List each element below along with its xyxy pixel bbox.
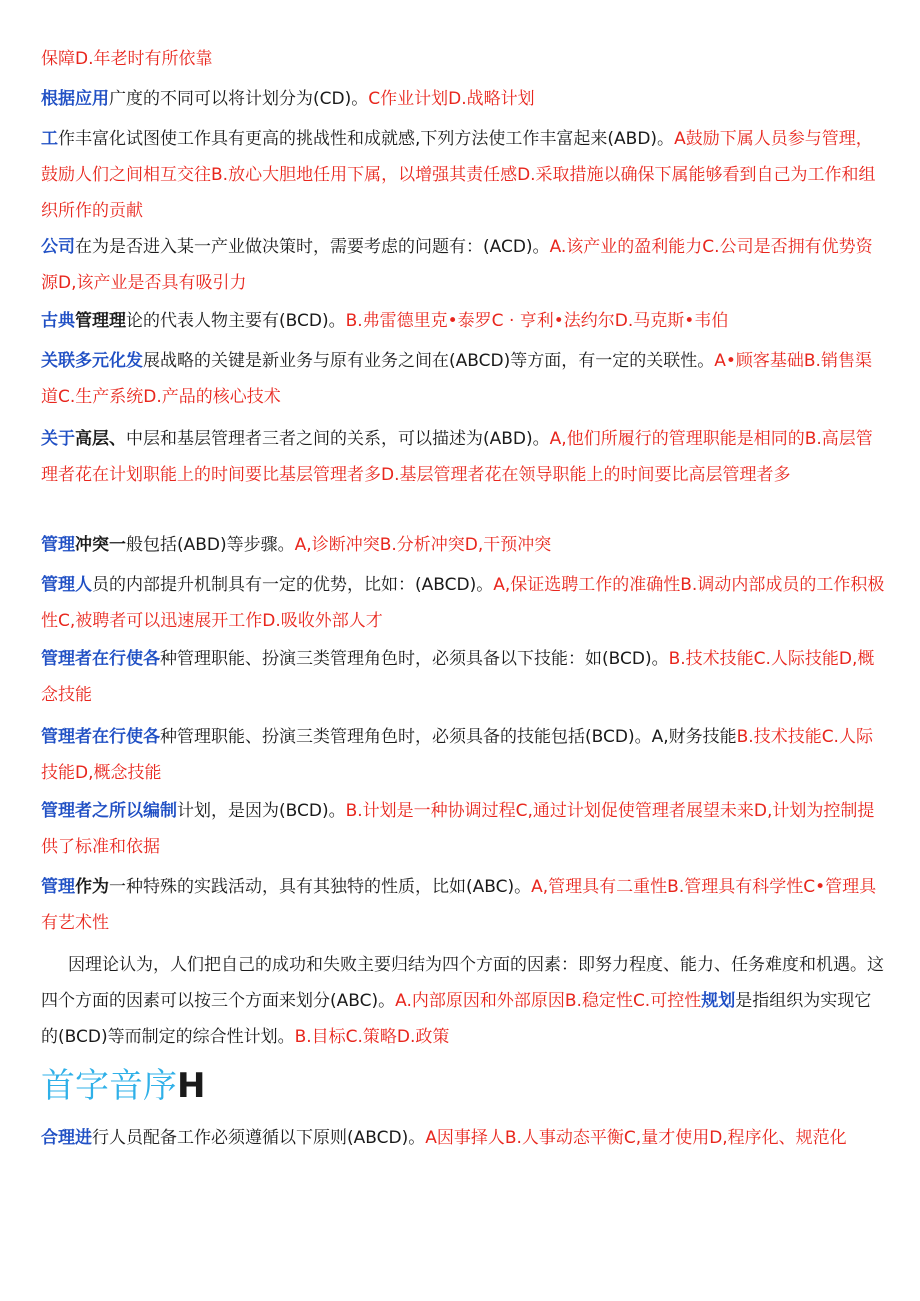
section-heading-main: 首字音序 [41, 1066, 177, 1106]
keyword: 根据应用 [41, 89, 109, 109]
keyword-dark: 高层、 [75, 429, 126, 449]
question-text: 论的代表人物主要有(BCD)。 [126, 311, 346, 331]
keyword: 工 [41, 129, 58, 149]
question-text: 员的内部提升机制具有一定的优势，比如：(ABCD)。 [92, 575, 494, 595]
paragraph-industry-entry [41, 229, 887, 301]
answer-text: A鼓励下属人员参与管理，鼓励人们之间相互交往B.放心大胆地任用下属，以增强其责任感D.采取措施以确保下属能够看到自己为工作和组织所作的贡献 [41, 129, 876, 221]
question-text: 作丰富化试图使工作具有更高的挑战性和成就感,下列方法使工作丰富起来(ABD)。 [58, 129, 675, 149]
paragraph-related-diversification [41, 343, 887, 415]
answer-text: A,诊断冲突B.分析冲突D,干预冲突 [294, 535, 552, 555]
question-text: 广度的不同可以将计划分为(CD)。 [109, 89, 369, 109]
question-text: 展战略的关键是新业务与原有业务之间在(ABCD)等方面，有一定的关联性。 [143, 351, 715, 371]
paragraph-internal-promotion [41, 567, 887, 639]
question-text: 因理论认为，人们把自己的成功和失败主要归结为四个方面的因素：即努力程度、能力、任务难度和机遇。这四个方面的因素可以按三个方面来划分(ABC)。 [41, 955, 884, 1011]
keyword: 管理者之所以编制 [41, 801, 177, 821]
question-text: 种管理职能、扮演三类管理角色时，必须具备的技能包括(BCD)。A,财务技能 [160, 727, 737, 747]
keyword: 管理 [41, 535, 75, 555]
paragraph-continuation [41, 41, 887, 78]
answer-text: A.内部原因和外部原因B.稳定性C.可控性 [395, 991, 702, 1011]
answer-text: B.技术技能C.人际技能D,概念技能 [41, 727, 873, 783]
question-text: 在为是否进入某一产业做决策时，需要考虑的问题有：(ACD)。 [75, 237, 550, 257]
paragraph-manager-levels [41, 421, 887, 493]
answer-text: A,管理具有二重性B.管理具有科学性C•管理具有艺术性 [41, 877, 877, 933]
keyword: 管理者在行使各 [41, 649, 160, 669]
question-text: 中层和基层管理者三者之间的关系，可以描述为(ABD)。 [126, 429, 550, 449]
answer-text: C作业计划D.战略计划 [368, 89, 535, 109]
keyword: 关联多元化发 [41, 351, 143, 371]
answer-text: B.弗雷德里克•泰罗C · 亨利•法约尔D.马克斯•韦伯 [345, 311, 729, 331]
answer-text: A因事择人B.人事动态平衡C,量才使用D,程序化、规范化 [425, 1128, 847, 1148]
keyword-dark: 作为 [75, 877, 109, 897]
keyword: 规划 [701, 991, 736, 1011]
paragraph-manager-skills-1 [41, 641, 887, 713]
answer-text: A,保证选聘工作的准确性B.调动内部成员的工作积极性C,被聘者可以迅速展开工作D.吸收外部人才 [41, 575, 885, 631]
paragraph-management-nature [41, 869, 887, 941]
paragraph-conflict-management [41, 527, 887, 564]
question-text: 般包括(ABD)等步骤。 [126, 535, 295, 555]
answer-text: B.技术技能C.人际技能D,概念技能 [41, 649, 875, 705]
answer-text: A.该产业的盈利能力C.公司是否拥有优势资源D,该产业是否具有吸引力 [41, 237, 873, 293]
keyword: 古典 [41, 311, 75, 331]
paragraph-manager-skills-2 [41, 719, 887, 791]
answer-text-2: B.目标C.策略D.政策 [294, 1027, 450, 1047]
keyword: 关于 [41, 429, 75, 449]
question-text-2: 是指组织为实现它的(BCD)等而制定的综合性计划。 [41, 991, 872, 1047]
question-text: 计划，是因为(BCD)。 [177, 801, 346, 821]
question-text: 种管理职能、扮演三类管理角色时，必须具备以下技能：如(BCD)。 [160, 649, 669, 669]
paragraph-job-enrichment [41, 121, 887, 229]
paragraph-attribution-and-planning [41, 947, 887, 1055]
answer-text: A,他们所履行的管理职能是相同的B.高层管理者花在计划职能上的时间要比基层管理者多D.基层管理者花在领导职能上的时间要比高层管理者多 [41, 429, 873, 485]
paragraph-plan-scope [41, 81, 887, 118]
keyword-dark: 冲突一 [75, 535, 126, 555]
answer-text: B.计划是一种协调过程C,通过计划促使管理者展望未来D,计划为控制提供了标准和依据 [41, 801, 875, 857]
section-heading [41, 1062, 205, 1110]
keyword: 管理人 [41, 575, 92, 595]
keyword-dark: 管理理 [75, 311, 126, 331]
keyword: 公司 [41, 237, 75, 257]
question-text: 一种特殊的实践活动，具有其独特的性质，比如(ABC)。 [109, 877, 532, 897]
keyword: 合理进 [41, 1128, 92, 1148]
paragraph-classical-management [41, 303, 887, 340]
section-heading-letter: H [177, 1066, 206, 1106]
answer-text: A•顾客基础B.销售渠道C.生产系统D.产品的核心技术 [41, 351, 872, 407]
question-text: 行人员配备工作必须遵循以下原则(ABCD)。 [92, 1128, 426, 1148]
keyword: 管理 [41, 877, 75, 897]
answer-text: 保障D.年老时有所依靠 [41, 49, 213, 69]
paragraph-planning-reasons [41, 793, 887, 865]
paragraph-staffing-principles [41, 1120, 887, 1156]
keyword: 管理者在行使各 [41, 727, 160, 747]
